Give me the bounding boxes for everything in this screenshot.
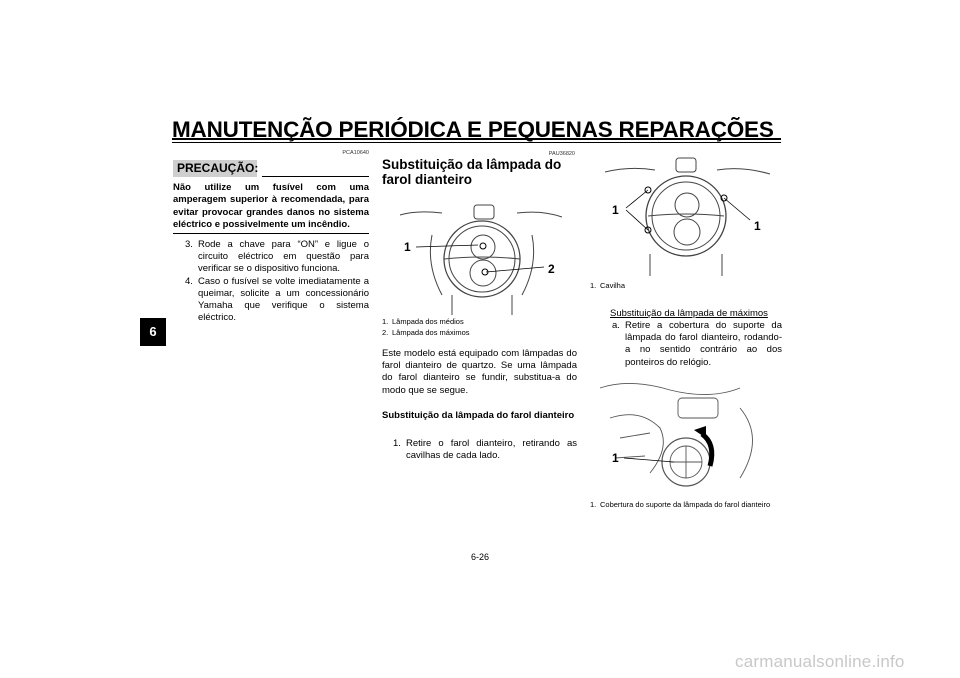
low-beam-bulb [480,243,486,249]
step-number: 1. [393,438,401,449]
step-number: a. [612,320,620,331]
callout-2: 2 [548,262,555,276]
callout-1: 1 [612,451,619,465]
list-item [612,320,782,369]
caption-number: 1. [590,500,597,509]
section-heading: Substituição da lâmpada do farol dianteiro [382,157,562,187]
list-item [185,276,369,325]
step-text: Retire o farol dianteiro, retirando as cavilhas de cada lado. [406,438,577,462]
handlebar-right-line [517,212,562,217]
figure2-caption [590,500,782,511]
headlight-rim [646,176,726,256]
callout-leader-1 [624,458,674,462]
list-item [393,438,577,462]
cable-lines [615,433,650,458]
intro-paragraph: Este modelo está equipado com lâmpadas do farol dianteiro de quartzo. Se uma lâmpada do farol dianteiro se fundir, substitua-a do modo que se segue. [382,348,577,396]
callout-1-left: 1 [612,203,619,217]
callout-leader-right [724,198,750,220]
top-clamp [676,158,696,172]
caption-item [590,281,782,292]
fork-lines [452,295,512,315]
watermark: carmanualsonline.info [735,652,905,671]
step-text: Caso o fusível se volte imediatamente a queimar, solicite a um concessionário Yamaha que verifique o sistema eléctrico. [198,275,369,324]
caution-code: PCA10640 [342,150,369,156]
high-beam-ring [470,260,496,286]
caution-end-rule [173,233,369,234]
step-number: 4. [185,275,193,287]
subheading: Substituição da lâmpada do farol dianteiro [382,410,575,421]
low-beam-ring [675,193,699,217]
handlebar-lines [605,168,770,174]
bolts-figure [590,150,782,278]
handlebar-left-line [400,212,442,215]
caution-divider [262,176,369,177]
low-beam-ring [471,235,495,259]
left-steps [185,239,369,324]
chapter-tab: 6 [140,318,166,346]
caution-text: Não utilize um fusível com uma amperagem superior à recomendada, para evitar provocar grandes danos no sistema eléctrico e possivelmente um incêndio. [173,182,369,231]
callout-leader-left-b [626,210,648,230]
caption-item [590,500,782,511]
figure-captions [382,317,577,338]
high-beam-ring [674,219,700,245]
caption-number: 2. [382,327,389,337]
caution-label: PRECAUÇÃO: [173,160,257,177]
caption-text: Lâmpada dos máximos [392,327,470,337]
caption-number: 1. [382,317,389,326]
list-item [185,239,369,276]
headlight-lens [652,182,720,250]
caption-number: 1. [590,281,597,290]
page-title: MANUTENÇÃO PERIÓDICA E PEQUENAS REPARAÇÕES [172,117,774,142]
title-rule-thin [172,142,781,143]
caption-item [382,328,577,339]
bracket-block [678,398,718,418]
figure1-caption [590,281,782,292]
page-number: 6-26 [470,552,489,562]
callout-leader-left-a [626,190,648,208]
caption-text: Lâmpada dos médios [392,317,464,326]
section-code: PAU36820 [548,151,575,157]
frame-line-right [740,408,753,478]
title-rule [172,138,781,140]
callout-1-right: 1 [754,219,761,233]
cover-figure [590,378,782,498]
caption-item [382,317,577,328]
fork-lines [650,254,722,276]
caption-text: Cobertura do suporte da lâmpada do farol dianteiro [600,500,771,509]
caption-text: Cavilha [600,281,626,290]
middle-steps [393,438,577,462]
high-beam-subheading: Substituição da lâmpada de máximos [610,308,768,319]
step-number: 3. [185,239,193,250]
callout-1: 1 [404,240,411,254]
step-text: Retire a cobertura do suporte da lâmpada do farol dianteiro, rodando-a no sentido contrário ao dos ponteiros do relógio. [625,320,782,368]
rotation-arrow-head-icon [694,426,706,438]
frame-line-top [600,383,740,394]
headlight-figure [382,195,577,317]
top-clamp [474,205,494,219]
step-text: Rode a chave para “ON” e ligue o circuito eléctrico em questão para verificar se o dispositivo funciona. [198,239,369,275]
lens-divider [648,214,724,216]
right-steps [612,320,782,369]
